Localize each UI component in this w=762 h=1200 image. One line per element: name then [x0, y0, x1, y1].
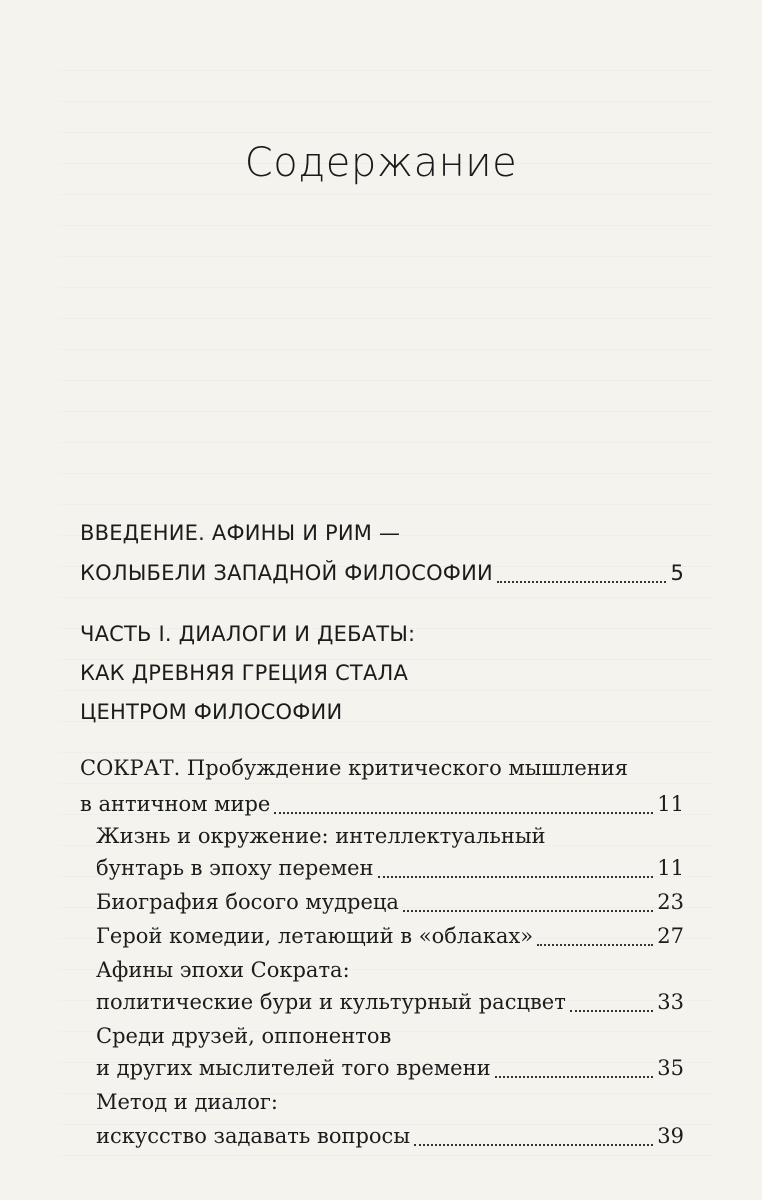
toc-sub3[interactable] — [96, 919, 684, 953]
leader-dots — [378, 876, 654, 878]
leader-dots — [497, 581, 667, 583]
toc-sub1-page: 11 — [657, 856, 684, 880]
toc-part1-line1: ЧАСТЬ I. ДИАЛОГИ И ДЕБАТЫ: — [80, 622, 416, 646]
toc-sub4-line1: Афины эпохи Сократа: — [96, 958, 350, 982]
toc-sub3-title: Герой комедии, летающий в «облаках» — [96, 924, 534, 948]
toc-sub4-page: 33 — [657, 990, 684, 1014]
toc-sub5[interactable] — [96, 1051, 684, 1085]
toc-sub1-line2: бунтарь в эпоху перемен — [96, 856, 374, 880]
toc-sub2-page: 23 — [657, 890, 684, 914]
toc-part1-line3: ЦЕНТРОМ ФИЛОСОФИИ — [80, 700, 343, 724]
leader-dots — [403, 910, 653, 912]
toc-sub2-title: Биография босого мудреца — [96, 890, 399, 914]
toc-intro-line2: КОЛЫБЕЛИ ЗАПАДНОЙ ФИЛОСОФИИ — [80, 561, 493, 585]
leader-dots — [570, 1010, 653, 1012]
toc-intro[interactable] — [80, 556, 684, 590]
toc-sub4-line2: политические бури и культурный расцвет — [96, 990, 566, 1014]
toc-sub2[interactable] — [96, 885, 684, 919]
toc-sub6-page: 39 — [657, 1124, 684, 1148]
toc-intro-page: 5 — [670, 561, 684, 585]
toc-sub5-line2: и других мыслителей того времени — [96, 1056, 491, 1080]
toc-part1-line2: КАК ДРЕВНЯЯ ГРЕЦИЯ СТАЛА — [80, 661, 409, 685]
toc-sub1[interactable] — [96, 851, 684, 885]
page-title: Содержание — [244, 140, 518, 186]
toc-sub6-line1: Метод и диалог: — [96, 1090, 278, 1114]
toc-sub3-page: 27 — [657, 924, 684, 948]
toc-sub1-line1: Жизнь и окружение: интеллектуальный — [96, 824, 546, 848]
toc-sub5-page: 35 — [657, 1056, 684, 1080]
leader-dots — [537, 944, 653, 946]
toc-sub5-line1: Среди друзей, оппонентов — [96, 1024, 392, 1048]
toc-socrates-page: 11 — [657, 792, 684, 816]
toc-sub6[interactable] — [96, 1119, 684, 1153]
toc-socrates-line1: СОКРАТ. Пробуждение критического мышления — [80, 756, 629, 780]
leader-dots — [495, 1076, 654, 1078]
toc-socrates[interactable] — [80, 787, 684, 821]
leader-dots — [414, 1144, 653, 1146]
leader-dots — [274, 812, 653, 814]
toc-sub6-line2: искусство задавать вопросы — [96, 1124, 411, 1148]
toc-intro-line1: ВВЕДЕНИЕ. АФИНЫ И РИМ — — [80, 521, 401, 545]
toc-socrates-line2: в античном мире — [80, 792, 271, 816]
toc-sub4[interactable] — [96, 985, 684, 1019]
